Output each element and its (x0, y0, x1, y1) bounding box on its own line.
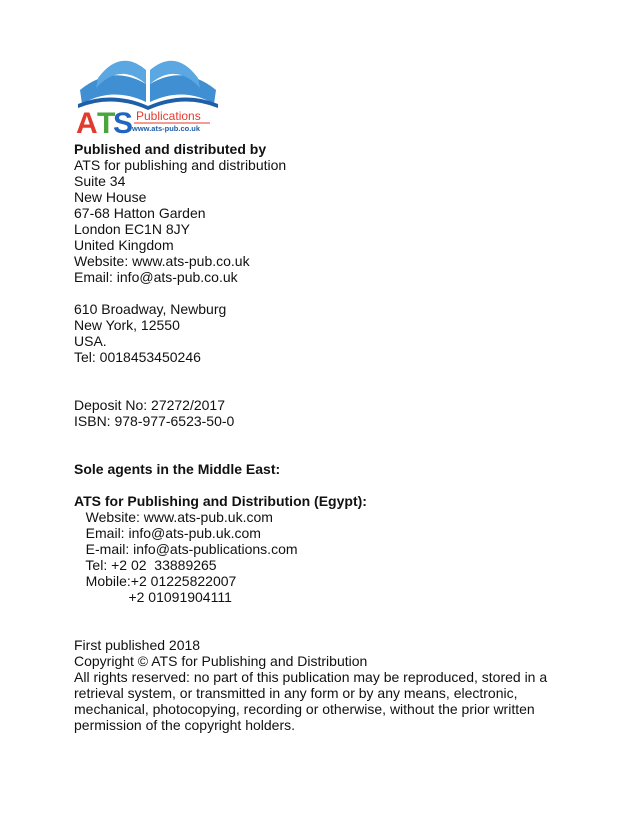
logo-letter-a: A (76, 107, 98, 136)
publisher-email[interactable]: Email: info@ats-pub.co.uk (74, 269, 238, 285)
agents-tel: Tel: +2 02 33889265 (74, 557, 217, 573)
publisher-heading: Published and distributed by (74, 141, 267, 157)
logo-publications: Publications (136, 109, 201, 123)
agents-website[interactable]: Website: www.ats-pub.uk.com (74, 509, 273, 525)
us-address-phone: Tel: 0018453450246 (74, 349, 201, 365)
copyright-line: Copyright © ATS for Publishing and Distribution (74, 653, 368, 669)
us-address-line: 610 Broadway, Newburg (74, 301, 227, 317)
publisher-line: Suite 34 (74, 173, 126, 189)
publisher-line: United Kingdom (74, 237, 174, 253)
agents-email-2[interactable]: E-mail: info@ats-publications.com (74, 541, 298, 557)
publisher-line: London EC1N 8JY (74, 221, 190, 237)
isbn: ISBN: 978-977-6523-50-0 (74, 413, 235, 429)
logo-letter-t: T (97, 107, 116, 136)
rights-statement: All rights reserved: no part of this publication may be reproduced, stored in a retrieval system, or transmitted in any form or by any means, electronic, mechanical, photocopying, recording or otherwise, without the prior written permission of the copyright holders. (74, 669, 548, 733)
publisher-line: New House (74, 189, 147, 205)
agents-email[interactable]: Email: info@ats-pub.uk.com (74, 525, 261, 541)
imprint-content (74, 141, 574, 733)
logo-url: www.ats-pub.co.uk (132, 124, 201, 133)
publisher-line: 67-68 Hatton Garden (74, 205, 206, 221)
logo-letter-s: S (113, 107, 134, 136)
publisher-website[interactable]: Website: www.ats-pub.co.uk (74, 253, 250, 269)
book-logo-icon (72, 44, 224, 136)
agents-mobile-2: +2 01091904111 (74, 589, 232, 605)
first-published: First published 2018 (74, 637, 201, 653)
us-address-line: New York, 12550 (74, 317, 180, 333)
agents-company: ATS for Publishing and Distribution (Egypt): (74, 493, 367, 509)
deposit-number: Deposit No: 27272/2017 (74, 397, 225, 413)
agents-heading: Sole agents in the Middle East: (74, 461, 281, 477)
agents-mobile: Mobile:+2 01225822007 (74, 573, 237, 589)
publisher-line: ATS for publishing and distribution (74, 157, 287, 173)
us-address-line: USA. (74, 333, 107, 349)
ats-publications-logo (72, 44, 224, 136)
